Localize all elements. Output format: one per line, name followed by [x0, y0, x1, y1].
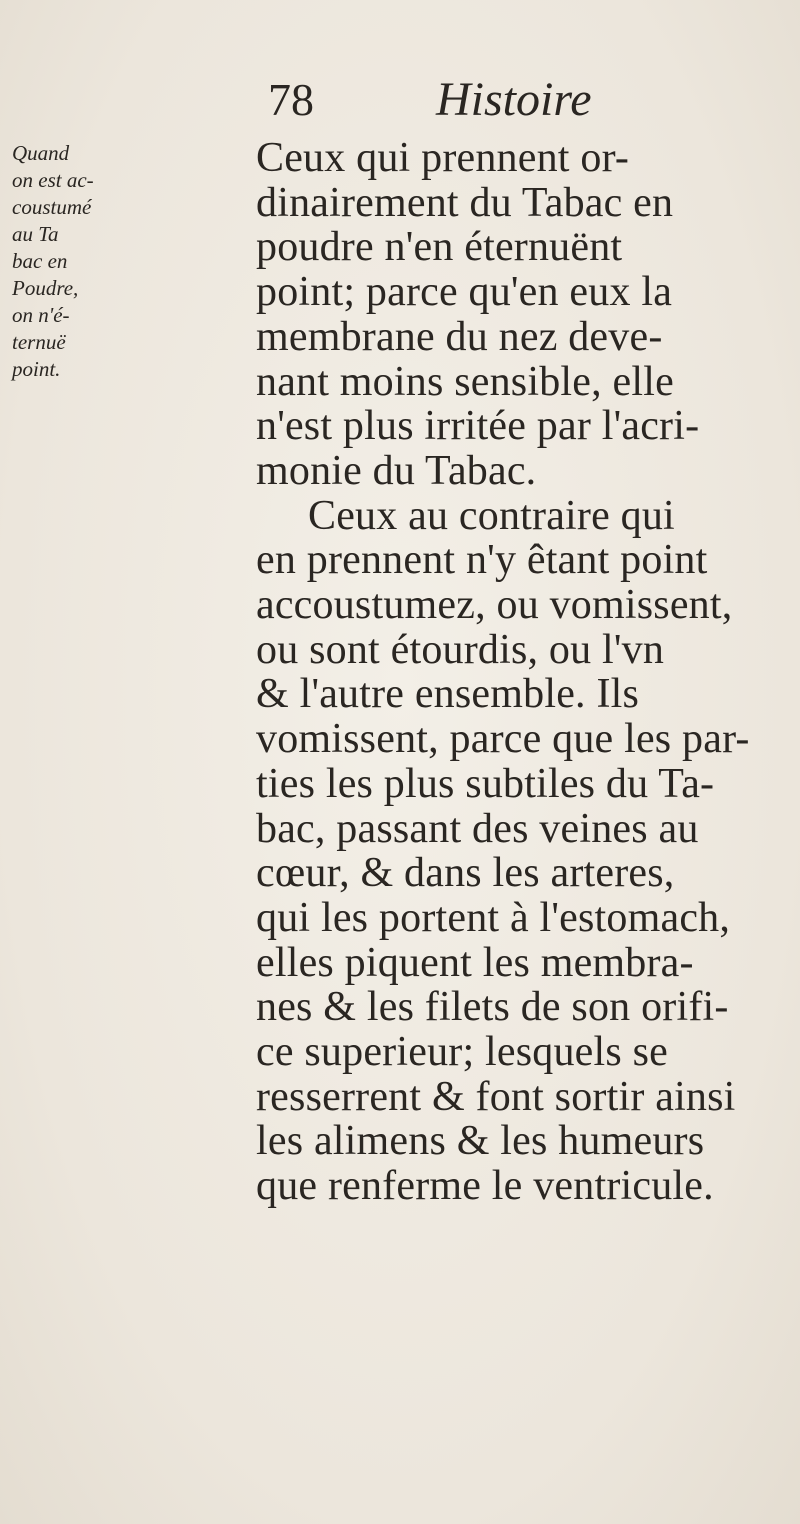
margin-note-line: au Ta [12, 222, 59, 246]
margin-note-line: coustumé [12, 195, 92, 219]
text-line: elles piquent les membra- [256, 939, 694, 986]
running-head: Histoire [436, 73, 592, 126]
text-line: ce superieur; lesquels se [256, 1029, 669, 1076]
text-line: resserrent & font sortir ainsi [256, 1073, 736, 1120]
margin-note-line: point. [12, 357, 61, 381]
margin-note-line: ternuë [12, 330, 66, 354]
text-line: point; parce qu'en eux la [256, 269, 673, 316]
text-line: bac, passant des veines au [256, 805, 699, 852]
margin-note-line: Quand [12, 141, 70, 165]
text-line: & l'autre ensemble. Ils [256, 671, 640, 718]
margin-note-line: Poudre, [12, 276, 79, 300]
text-line: monie du Tabac. [256, 447, 537, 494]
text-line: membrane du nez deve- [256, 313, 663, 360]
margin-note [12, 140, 132, 383]
page-number: 78 [268, 74, 314, 125]
text-line: ties les plus subtiles du Ta- [256, 760, 715, 807]
text-line: Ceux qui prennent or- [256, 135, 630, 181]
margin-note-line: on n'é- [12, 303, 70, 327]
text-line: les alimens & les humeurs [256, 1118, 705, 1165]
margin-note-line: bac en [12, 249, 68, 273]
text-line: ou sont étourdis, ou l'vn [256, 626, 665, 673]
text-line: n'est plus irritée par l'acri- [256, 403, 700, 450]
text-line: que renferme le ventricule. [256, 1163, 714, 1210]
page-header [250, 70, 670, 130]
text-line: qui les portent à l'estomach, [256, 894, 731, 941]
body-text [256, 136, 796, 1209]
text-line: accoustumez, ou vomissent, [256, 582, 733, 629]
text-line: poudre n'en éternuënt [256, 224, 623, 271]
text-line: nant moins sensible, elle [256, 358, 674, 405]
text-line: nes & les filets de son orifi- [256, 984, 729, 1031]
text-line: en prennent n'y êtant point [256, 537, 708, 584]
text-line: Ceux au contraire qui [308, 492, 675, 539]
text-line: cœur, & dans les arteres, [256, 850, 675, 897]
margin-note-line: on est ac- [12, 168, 94, 192]
text-line: vomissent, parce que les par- [256, 716, 750, 763]
text-line: dinairement du Tabac en [256, 179, 674, 226]
